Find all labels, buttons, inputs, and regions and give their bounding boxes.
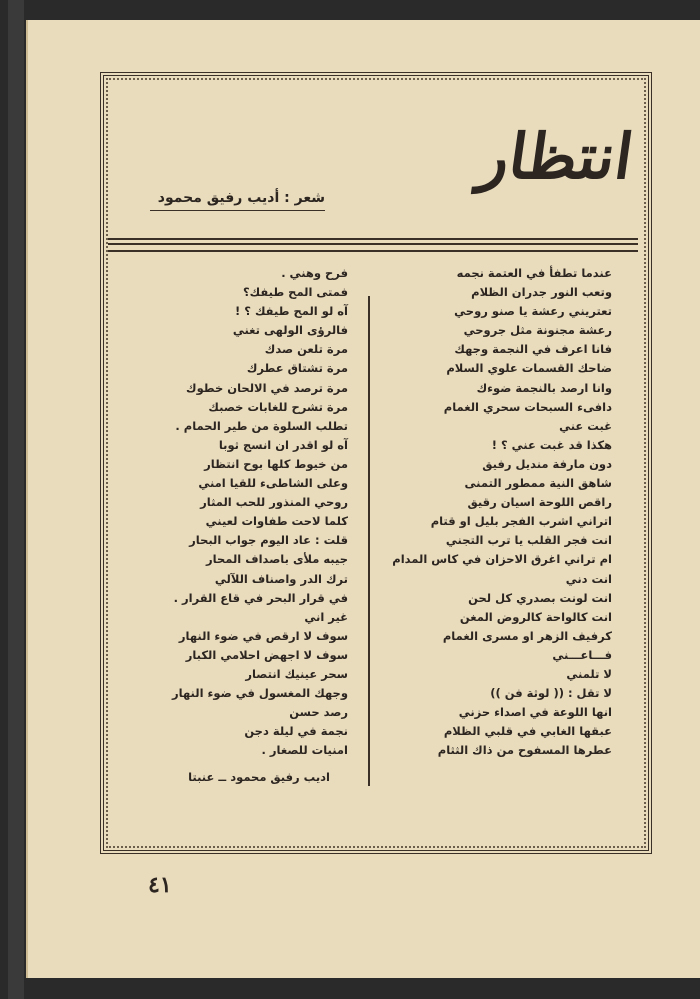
- poem-line: ام تراني اغرق الاحزان في كاس المدام: [392, 552, 612, 567]
- poem-line: آه لو المح طيفك ؟ !: [235, 304, 348, 319]
- poem-line: دون مارفة منديل رفيق: [482, 456, 612, 471]
- poem-line: فمتى المح طيفك؟: [242, 285, 348, 300]
- poem-line: مرة ترصد في الالحان خطوك: [186, 380, 348, 395]
- poem-line: كرفيف الزهر او مسرى الغمام: [442, 628, 612, 643]
- poem-line: رصد حسن: [289, 705, 348, 720]
- poem-line: سوف لا اجهض احلامي الكبار: [185, 647, 348, 662]
- poem-line: من خيوط كلها بوح انتظار: [204, 456, 348, 471]
- poem-line: انت كالواحة كالروض المغن: [459, 609, 612, 624]
- poem-line: انت فجر القلب يا ترب التجني: [445, 533, 612, 548]
- poem-line: امنيات للصغار .: [261, 743, 348, 758]
- title-divider-rule: [108, 238, 638, 252]
- poem-line: سوف لا ارقص في ضوء النهار: [178, 628, 348, 643]
- poem-line: انت دني: [565, 571, 612, 586]
- poem-line: كلما لاحت طفاوات لعيني: [205, 514, 348, 529]
- poem-line: راقص اللوحة اسيان رقيق: [467, 495, 612, 510]
- poem-line: هكذا قد غبت عني ؟ !: [491, 437, 612, 452]
- poem-line: نجمة في ليلة دجن: [244, 724, 348, 739]
- poem-line: دافىء السبحات سحري الغمام: [443, 399, 612, 414]
- poem-line: روحي المنذور للحب المثار: [200, 495, 348, 510]
- poem-line: فانا اعرف في النجمة وجهك: [454, 342, 612, 357]
- poem-line: وانا ارصد بالنجمة ضوءك: [476, 380, 612, 395]
- poem-line: قلت : عاد اليوم جواب البحار: [189, 533, 348, 548]
- poem-column-right: [390, 264, 612, 760]
- poem-line: في قرار البحر في قاع القرار .: [173, 590, 348, 605]
- poem-line: مرة تشرح للغابات خصبك: [208, 399, 348, 414]
- poem-line: غير اني: [304, 609, 348, 624]
- poem-line: جيبه ملأى باصداف المحار: [206, 552, 348, 567]
- poem-title: انتظار: [474, 120, 638, 193]
- poem-column-left: [140, 264, 348, 760]
- book-binding: [8, 0, 24, 999]
- poem-line: ترك الدر واصناف اللآلي: [214, 571, 348, 586]
- poem-line: لا تقل : (( لوثة فن )): [490, 686, 612, 701]
- poem-line: آه لو اقدر ان انسج ثوبا: [218, 437, 348, 452]
- page-number: ٤١: [148, 872, 172, 898]
- poem-signature: اديب رفيق محمود ــ عنبتا: [188, 770, 330, 784]
- poem-line: فـــاعـــني: [552, 647, 612, 662]
- poem-line: انها اللوعة في اصداء حزني: [458, 705, 612, 720]
- poem-line: فالرؤى الولهى تغني: [232, 323, 348, 338]
- poem-line: ضاحك القسمات علوي السلام: [446, 361, 612, 376]
- column-divider: [368, 296, 370, 786]
- poem-line: مرة تشتاق عطرك: [246, 361, 348, 376]
- poem-line: مرة تلعن صدك: [264, 342, 348, 357]
- poem-line: وتعب النور جدران الظلام: [471, 285, 612, 300]
- poem-line: انت لونت بصدري كل لحن: [468, 590, 612, 605]
- poem-line: شاهق النية ممطور التمنى: [464, 476, 612, 491]
- poem-byline: شعر : أديب رفيق محمود: [150, 190, 325, 211]
- poem-line: تعتريني رعشة يا صنو روحي: [454, 304, 612, 319]
- poem-line: عطرها المسفوح من ذاك الثثام: [437, 743, 612, 758]
- poem-line: غبت عني: [559, 418, 612, 433]
- poem-line: رعشة مجنونة مثل جروحي: [463, 323, 612, 338]
- poem-line: عندما تطفأ في العتمة نجمه: [456, 266, 612, 280]
- poem-line: تطلب السلوة من طير الحمام .: [175, 418, 348, 433]
- poem-line: عبقها الغابي في قلبي الظلام: [443, 724, 612, 739]
- poem-line: سحر عينيك انتصار: [245, 666, 348, 681]
- poem-line: فرح وهني .: [281, 266, 348, 280]
- poem-line: اتراني اشرب الفجر بليل او قتام: [430, 514, 612, 529]
- poem-line: وجهك المغسول في ضوء النهار: [172, 686, 348, 701]
- poem-line: وعلى الشاطىء للقيا امني: [198, 476, 348, 491]
- poem-line: لا تلمني: [566, 666, 612, 681]
